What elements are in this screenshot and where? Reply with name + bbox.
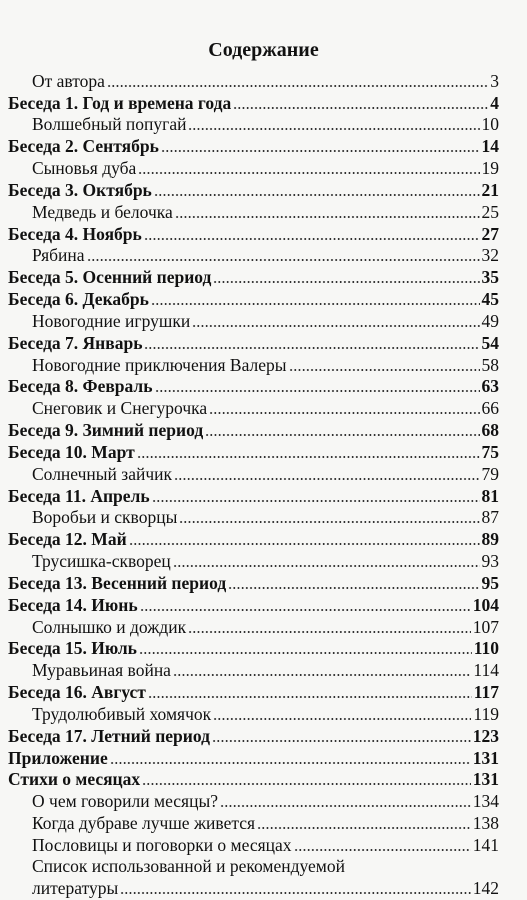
- toc-entry: [8, 92, 499, 114]
- toc-entry-label: О чем говорили месяцы?: [32, 791, 218, 812]
- toc-entry: [8, 485, 499, 507]
- toc-entry: [8, 397, 499, 419]
- toc-entry-label: Беседа 11. Апрель: [8, 485, 150, 506]
- toc-entry: [8, 856, 499, 900]
- toc-entry-label: Стихи о месяцах: [8, 769, 141, 790]
- toc-entry: [8, 70, 499, 92]
- toc-entry-label: Сыновья дуба: [32, 158, 137, 179]
- toc-entry-page-number: 119: [473, 703, 499, 724]
- toc-entry: [8, 747, 499, 769]
- dot-leader: [188, 630, 471, 634]
- toc-entry-label: Беседа 7. Январь: [8, 332, 143, 353]
- table-of-contents: [8, 70, 499, 899]
- toc-entry: [8, 681, 499, 703]
- dot-leader: [142, 782, 471, 786]
- dot-leader: [173, 673, 471, 677]
- dot-leader: [148, 695, 472, 699]
- dot-leader: [294, 848, 471, 852]
- toc-entry-label: Медведь и белочка: [32, 201, 173, 222]
- toc-entry-label: Солнечный зайчик: [32, 463, 172, 484]
- toc-entry: [8, 769, 499, 791]
- dot-leader: [144, 346, 479, 350]
- toc-entry: [8, 507, 499, 529]
- dot-leader: [129, 542, 480, 546]
- dot-leader: [179, 520, 479, 524]
- dot-leader: [175, 215, 480, 219]
- toc-entry-page-number: 66: [481, 398, 499, 419]
- toc-entry-page-number: 79: [481, 463, 499, 484]
- toc-entry-page-number: 10: [481, 114, 499, 135]
- toc-entry: [8, 223, 499, 245]
- toc-entry-page-number: 138: [472, 812, 499, 833]
- toc-entry-page-number: 25: [481, 201, 499, 222]
- toc-entry: [8, 616, 499, 638]
- toc-entry-label: Воробьи и скворцы: [32, 507, 178, 528]
- toc-entry-label: Беседа 3. Октябрь: [8, 179, 152, 200]
- toc-entry: [8, 441, 499, 463]
- dot-leader: [110, 761, 471, 765]
- toc-entry-page-number: 32: [481, 245, 499, 266]
- toc-entry: [8, 834, 499, 856]
- toc-entry-label: Беседа 13. Весенний период: [8, 572, 227, 593]
- toc-entry-page-number: 14: [481, 136, 499, 157]
- toc-entry-page-number: 93: [481, 551, 499, 572]
- toc-entry: [8, 572, 499, 594]
- toc-entry-page-number: 3: [490, 70, 499, 91]
- toc-entry-label: Беседа 12. Май: [8, 529, 127, 550]
- toc-entry-page-number: 45: [481, 289, 499, 310]
- page-title: Содержание: [208, 39, 319, 61]
- toc-entry: [8, 790, 499, 812]
- dot-leader: [152, 499, 480, 503]
- dot-leader: [151, 302, 480, 306]
- toc-entry-page-number: 114: [473, 660, 499, 681]
- toc-entry: [8, 266, 499, 288]
- toc-entry: [8, 638, 499, 660]
- toc-entry: [8, 310, 499, 332]
- toc-entry: [8, 528, 499, 550]
- toc-entry-page-number: 21: [481, 179, 499, 200]
- toc-entry-page-number: 134: [472, 791, 499, 812]
- dot-leader: [144, 237, 480, 241]
- toc-entry-label: литературы: [32, 878, 119, 899]
- toc-entry-label: Беседа 9. Зимний период: [8, 420, 204, 441]
- dot-leader: [220, 804, 471, 808]
- dot-leader: [140, 608, 471, 612]
- toc-entry-label: Новогодние игрушки: [32, 310, 191, 331]
- toc-entry: [8, 812, 499, 834]
- dot-leader: [289, 368, 480, 372]
- toc-entry: [8, 245, 499, 267]
- toc-entry-label: Беседа 17. Летний период: [8, 725, 210, 746]
- dot-leader: [107, 84, 488, 88]
- toc-entry-page-number: 110: [473, 638, 499, 659]
- toc-entry: [8, 419, 499, 441]
- toc-entry-page-number: 123: [472, 725, 499, 746]
- dot-leader: [257, 826, 471, 830]
- toc-entry-page-number: 89: [481, 529, 499, 550]
- toc-entry-page-number: 107: [472, 616, 499, 637]
- toc-entry-label: Солнышко и дождик: [32, 616, 187, 637]
- dot-leader: [155, 389, 480, 393]
- dot-leader: [209, 411, 479, 415]
- toc-entry-label: Беседа 14. Июнь: [8, 594, 138, 615]
- dot-leader: [138, 171, 479, 175]
- toc-entry: [8, 550, 499, 572]
- dot-leader: [87, 258, 480, 262]
- dot-leader: [213, 280, 479, 284]
- toc-entry-page-number: 4: [490, 92, 499, 113]
- toc-entry-label: Когда дубраве лучше живется: [32, 812, 256, 833]
- toc-entry: [8, 288, 499, 310]
- toc-entry-label: Трусишка-скворец: [32, 551, 171, 572]
- toc-entry: [8, 594, 499, 616]
- dot-leader: [161, 149, 480, 153]
- toc-entry-label: Беседа 2. Сентябрь: [8, 136, 159, 157]
- toc-entry-label: Беседа 4. Ноябрь: [8, 223, 142, 244]
- toc-entry-label: Список использованной и рекомендуемой: [32, 855, 345, 876]
- toc-entry-page-number: 141: [472, 834, 499, 855]
- toc-entry-label: Трудолюбивый хомячок: [32, 703, 212, 724]
- toc-entry-label: Муравьиная война: [32, 660, 171, 681]
- toc-entry-page-number: 68: [481, 420, 499, 441]
- toc-entry-label: Беседа 16. Август: [8, 682, 146, 703]
- dot-leader: [188, 127, 479, 131]
- toc-entry-label: Беседа 6. Декабрь: [8, 289, 149, 310]
- dot-leader: [192, 324, 479, 328]
- toc-entry-page-number: 117: [473, 682, 499, 703]
- toc-entry-label: Приложение: [8, 747, 108, 768]
- toc-entry-label: Рябина: [32, 245, 85, 266]
- toc-entry-page-number: 131: [472, 747, 499, 768]
- toc-entry-page-number: 95: [481, 572, 499, 593]
- toc-entry-page-number: 87: [481, 507, 499, 528]
- toc-entry: [8, 114, 499, 136]
- toc-entry: [8, 157, 499, 179]
- dot-leader: [213, 717, 471, 721]
- toc-entry-page-number: 142: [472, 878, 499, 899]
- dot-leader: [228, 586, 479, 590]
- dot-leader: [212, 739, 471, 743]
- toc-entry-page-number: 81: [481, 485, 499, 506]
- toc-entry: [8, 201, 499, 223]
- dot-leader: [139, 651, 472, 655]
- toc-entry-page-number: 35: [481, 267, 499, 288]
- toc-entry: [8, 135, 499, 157]
- toc-entry: [8, 354, 499, 376]
- toc-entry: [8, 376, 499, 398]
- toc-entry-label: Волшебный попугай: [32, 114, 187, 135]
- toc-entry: [8, 463, 499, 485]
- dot-leader: [205, 433, 479, 437]
- dot-leader: [233, 106, 488, 110]
- toc-entry-label: Снеговик и Снегурочка: [32, 398, 208, 419]
- toc-entry-label: Беседа 1. Год и времена года: [8, 92, 232, 113]
- toc-entry-label: Беседа 15. Июль: [8, 638, 137, 659]
- toc-entry: [8, 703, 499, 725]
- toc-entry-label: Пословицы и поговорки о месяцах: [32, 834, 292, 855]
- toc-entry-page-number: 75: [481, 441, 499, 462]
- dot-leader: [137, 455, 480, 459]
- toc-entry-page-number: 58: [481, 354, 499, 375]
- toc-entry: [8, 725, 499, 747]
- toc-entry-page-number: 54: [481, 332, 499, 353]
- dot-leader: [154, 193, 480, 197]
- toc-entry-page-number: 49: [481, 310, 499, 331]
- dot-leader: [120, 891, 470, 895]
- toc-entry-page-number: 19: [481, 158, 499, 179]
- toc-entry-page-number: 63: [481, 376, 499, 397]
- dot-leader: [173, 564, 480, 568]
- toc-entry-label: Беседа 10. Март: [8, 441, 135, 462]
- dot-leader: [174, 477, 480, 481]
- toc-entry-label: От автора: [32, 70, 105, 91]
- toc-entry: [8, 332, 499, 354]
- toc-entry-page-number: 131: [472, 769, 499, 790]
- toc-entry-page-number: 104: [472, 594, 499, 615]
- toc-entry-label: Беседа 8. Февраль: [8, 376, 153, 397]
- toc-entry: [8, 179, 499, 201]
- toc-entry-page-number: 27: [481, 223, 499, 244]
- toc-entry-label: Беседа 5. Осенний период: [8, 267, 212, 288]
- toc-entry-label: Новогодние приключения Валеры: [32, 354, 287, 375]
- toc-entry: [8, 659, 499, 681]
